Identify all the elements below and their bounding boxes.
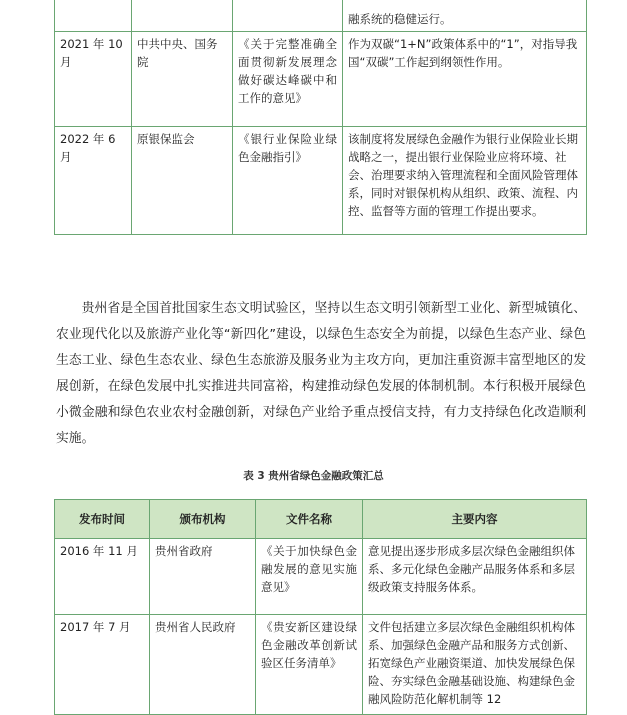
table-caption: 表 3 贵州省绿色金融政策汇总	[243, 470, 384, 482]
table-header-row	[55, 500, 587, 539]
table-row	[55, 615, 587, 715]
cell-issuer: 贵州省人民政府	[150, 615, 256, 715]
cell-issuer: 贵州省政府	[150, 539, 256, 615]
policy-table-continued	[54, 0, 587, 235]
table-row	[55, 539, 587, 615]
cell-content: 该制度将发展绿色金融作为银行业保险业长期战略之一，提出银行业保险业应将环境、社会、治理要求纳入管理流程和全面风险管理体系，同时对银保机构从组织、政策、流程、内控、监督等方面的管理工作提出要求。	[343, 127, 587, 235]
guizhou-policy-table	[54, 499, 587, 715]
table-row	[55, 32, 587, 127]
cell-document: 《关于完整准确全面贯彻新发展理念做好碳达峰碳中和工作的意见》	[233, 32, 343, 127]
cell-document	[233, 0, 343, 32]
cell-issuer: 中共中央、国务院	[132, 32, 233, 127]
header-issuer: 颁布机构	[150, 500, 256, 539]
cell-content: 文件包括建立多层次绿色金融组织机构体系、加强绿色金融产品和服务方式创新、拓宽绿色产业融资渠道、加快发展绿色保险、夯实绿色金融基础设施、构建绿色金融风险防范化解机制等 12	[363, 615, 587, 715]
cell-date: 2016 年 11 月	[55, 539, 150, 615]
cell-date	[55, 0, 132, 32]
cell-content: 意见提出逐步形成多层次绿色金融组织体系、多元化绿色金融产品服务体系和多层级政策支持服务体系。	[363, 539, 587, 615]
header-content: 主要内容	[363, 500, 587, 539]
cell-issuer	[132, 0, 233, 32]
body-paragraph: 贵州省是全国首批国家生态文明试验区，坚持以生态文明引领新型工业化、新型城镇化、农业现代化以及旅游产业化等“新四化”建设，以绿色生态安全为前提，以绿色生态产业、绿色生态工业、绿色生态农业、绿色生态旅游及服务业为主攻方向，更加注重资源丰富型地区的发展创新，在绿色发展中扎实推进共同富裕，构建推动绿色发展的体制机制。本行积极开展绿色小微金融和绿色农业农村金融创新，对绿色产业给予重点授信支持，有力支持绿色化改造顺利实施。	[56, 300, 586, 446]
cell-date: 2017 年 7 月	[55, 615, 150, 715]
cell-issuer: 原银保监会	[132, 127, 233, 235]
header-date: 发布时间	[55, 500, 150, 539]
header-document: 文件名称	[256, 500, 363, 539]
cell-date: 2022 年 6 月	[55, 127, 132, 235]
table-row	[55, 0, 587, 32]
cell-document: 《关于加快绿色金融发展的意见实施意见》	[256, 539, 363, 615]
cell-content: 融系统的稳健运行。	[343, 0, 587, 32]
cell-content: 作为双碳“1+N”政策体系中的“1”，对指导我国“双碳”工作起到纲领性作用。	[343, 32, 587, 127]
cell-document: 《贵安新区建设绿色金融改革创新试验区任务清单》	[256, 615, 363, 715]
table-row	[55, 127, 587, 235]
cell-document: 《银行业保险业绿色金融指引》	[233, 127, 343, 235]
cell-date: 2021 年 10 月	[55, 32, 132, 127]
